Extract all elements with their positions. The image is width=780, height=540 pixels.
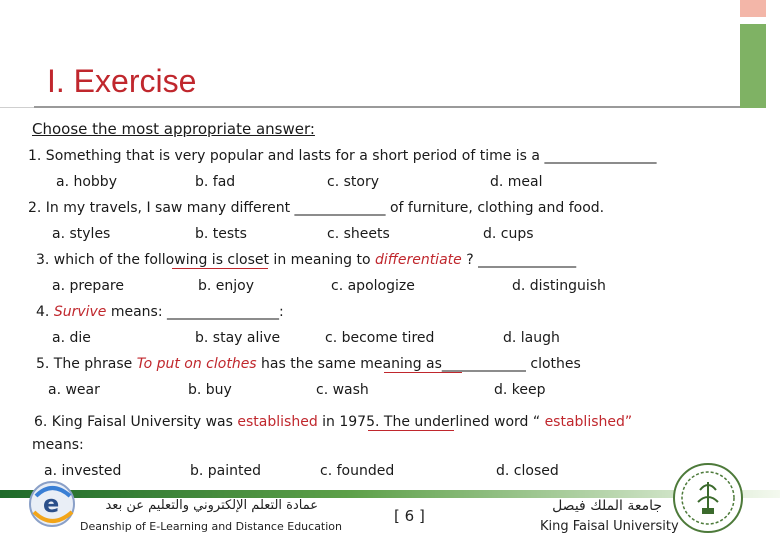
red-underline xyxy=(368,430,454,431)
question-4: 4. Survive means: ________________: xyxy=(36,304,284,320)
q1-option-b: b. fad xyxy=(195,174,236,190)
q5-option-b: b. buy xyxy=(188,382,232,398)
page-number: [ 6 ] xyxy=(394,507,425,525)
question-5: 5. The phrase To put on clothes has the same meaning as____________ clothes xyxy=(36,356,581,372)
university-english: King Faisal University xyxy=(540,519,679,534)
q2-option-d: d. cups xyxy=(483,226,534,242)
q3-option-b: b. enjoy xyxy=(198,278,255,294)
decorative-stripe-green xyxy=(740,24,766,108)
q4-option-d: d. laugh xyxy=(503,330,560,346)
instructions: Choose the most appropriate answer: xyxy=(32,120,315,138)
q5-option-c: c. wash xyxy=(316,382,369,398)
q1-option-d: d. meal xyxy=(490,174,543,190)
q4-option-b: b. stay alive xyxy=(195,330,281,346)
q3-option-c: c. apologize xyxy=(331,278,415,294)
decorative-stripe-pink xyxy=(740,0,766,17)
q3-option-a: a. prepare xyxy=(52,278,124,294)
question-6: 6. King Faisal University was established in 1975. The underlined word “ established” xyxy=(34,414,633,430)
highlight-established: established xyxy=(237,414,318,430)
q2-option-b: b. tests xyxy=(195,226,247,242)
page-title: I. Exercise xyxy=(47,63,197,99)
red-underline xyxy=(384,372,462,373)
title-divider xyxy=(34,106,740,108)
question-2: 2. In my travels, I saw many different _____________ of furniture, clothing and food. xyxy=(28,200,605,216)
q1-option-c: c. story xyxy=(327,174,379,190)
q2-option-a: a. styles xyxy=(52,226,111,242)
q5-option-a: a. wear xyxy=(48,382,100,398)
q3-option-d: d. distinguish xyxy=(512,278,606,294)
highlight-to-put-on-clothes: To put on clothes xyxy=(136,356,257,372)
question-3: 3. which of the following is closet in meaning to differentiate ? ______________ xyxy=(36,252,577,268)
university-arabic: جامعة الملك فيصل xyxy=(552,498,662,514)
footer-gradient-band xyxy=(0,490,780,498)
deanship-english: Deanship of E-Learning and Distance Education xyxy=(80,520,343,533)
q6-option-c: c. founded xyxy=(320,463,395,479)
q1-option-a: a. hobby xyxy=(56,174,117,190)
deanship-arabic: عمادة التعلم الإلكتروني والتعليم عن بعد xyxy=(105,498,318,513)
q5-option-d: d. keep xyxy=(494,382,546,398)
university-seal-icon xyxy=(672,462,744,534)
e-learning-logo-icon xyxy=(26,474,78,530)
highlight-established-quote: established” xyxy=(544,414,633,430)
q4-option-a: a. die xyxy=(52,330,91,346)
q6-option-b: b. painted xyxy=(190,463,262,479)
q4-option-c: c. become tired xyxy=(325,330,435,346)
q6-option-a: a. invested xyxy=(44,463,122,479)
red-underline xyxy=(172,268,268,269)
question-1: 1. Something that is very popular and lasts for a short period of time is a ________________ xyxy=(28,148,657,164)
highlight-survive: Survive xyxy=(53,304,107,320)
question-6-line2: means: xyxy=(32,437,84,453)
highlight-differentiate: differentiate xyxy=(374,252,462,268)
svg-text:e: e xyxy=(43,490,60,518)
q2-option-c: c. sheets xyxy=(327,226,390,242)
q6-option-d: d. closed xyxy=(496,463,559,479)
